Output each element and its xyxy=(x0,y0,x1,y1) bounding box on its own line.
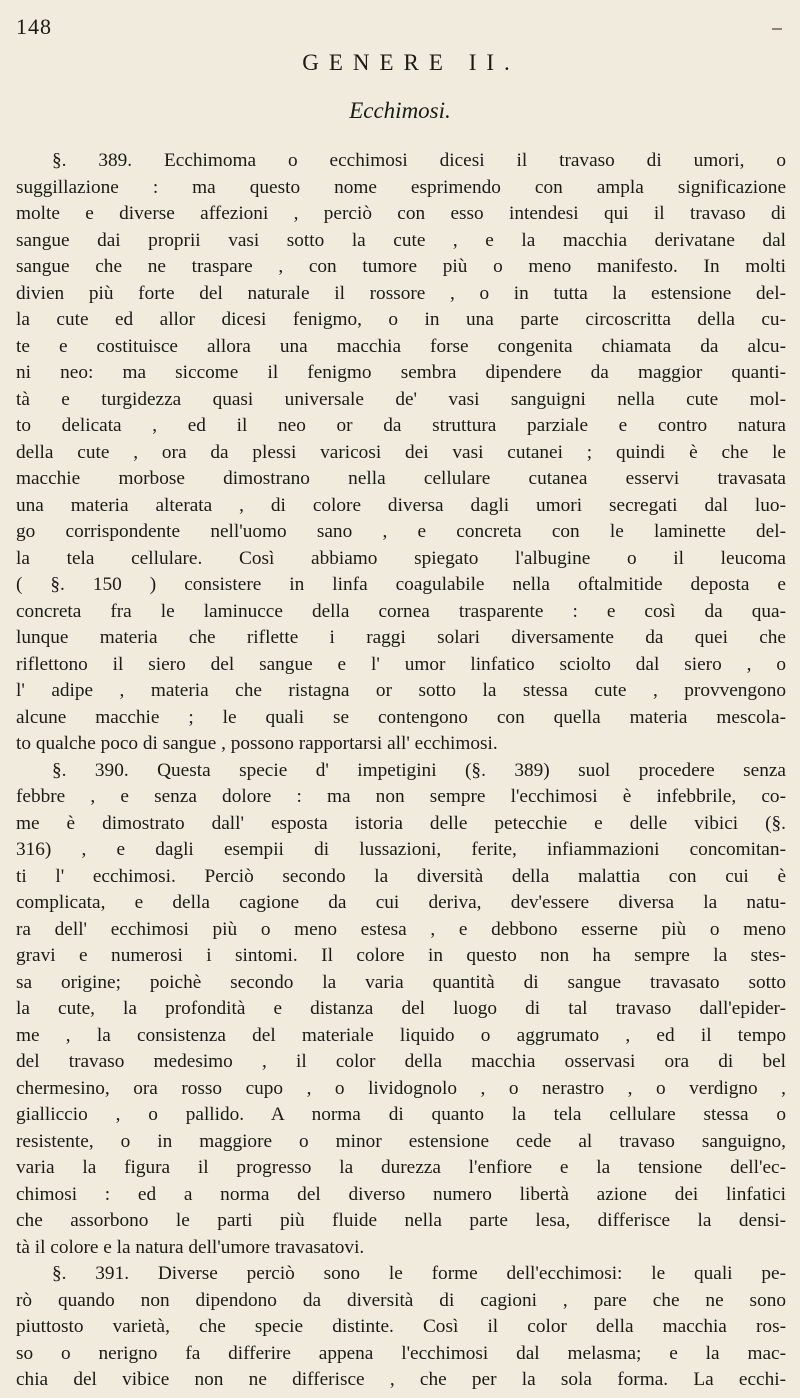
text-line: tà il colore e la natura dell'umore travasatovi. xyxy=(16,1236,365,1258)
text-line: chimosi : ed a norma del diverso numero libertà azione dei linfatici xyxy=(16,1183,786,1205)
section-title: Ecchimosi. xyxy=(349,98,451,123)
text-line: so o nerigno fa differire appena l'ecchimosi dal melasma; e la mac- xyxy=(16,1342,786,1364)
text-line: chia del vibice non ne differisce , che per la sola forma. La ecchi- xyxy=(16,1369,786,1390)
text-line: suggillazione : ma questo nome esprimendo con ampla significazione xyxy=(16,176,786,198)
text-line: go corrispondente nell'uomo sano , e concreta con le laminette del- xyxy=(16,521,786,542)
page-number: 148 xyxy=(16,14,52,39)
text-line: la cute ed allor dicesi fenigmo, o in una parte circoscritta della cu- xyxy=(16,309,786,330)
text-line: complicata, e della cagione da cui deriva, dev'essere diversa la natu- xyxy=(16,892,786,913)
text-line: chermesino, ora rosso cupo , o lividognolo , o nerastro , o verdigno , xyxy=(16,1077,786,1099)
text-line: riflettono il siero del sangue e l' umor linfatico sciolto dal siero , o xyxy=(16,653,786,675)
body-text xyxy=(16,148,786,1394)
text-line: varia la figura il progresso la durezza l'enfiore e la tensione dell'ec- xyxy=(16,1157,786,1178)
scan-mark xyxy=(772,28,782,30)
text-line: ( §. 150 ) consistere in linfa coagulabile nella oftalmitide deposta e xyxy=(16,574,786,595)
text-line: la cute, la profondità e distanza del luogo di tal travaso dall'epider- xyxy=(16,998,786,1019)
text-line: 316) , e dagli esempii di lussazioni, ferite, infiammazioni concomitan- xyxy=(16,839,786,860)
text-line: sangue che ne traspare , con tumore più o meno manifesto. In molti xyxy=(16,256,786,277)
text-line: §. 390. Questa specie d' impetigini (§. 389) suol procedere senza xyxy=(52,759,786,781)
text-line: me , la consistenza del materiale liquido o aggrumato , ed il tempo xyxy=(16,1024,786,1046)
text-line: macchie morbose dimostrano nella cellulare cutanea esservi travasata xyxy=(16,468,786,489)
text-line: ti l' ecchimosi. Perciò secondo la diversità della malattia con cui è xyxy=(16,865,786,887)
text-line: del travaso medesimo , il color della macchia osservasi ora di bel xyxy=(16,1051,786,1072)
text-line: piuttosto varietà, che specie distinte. Così il color della macchia ros- xyxy=(16,1316,786,1337)
text-line: della cute , ora da plessi varicosi dei vasi cutanei ; quindi è che le xyxy=(16,441,786,463)
running-head: GENERE II. xyxy=(302,50,520,75)
text-line: divien più forte del naturale il rossore , o in tutta la estensione del- xyxy=(16,282,786,304)
text-line: una materia alterata , di colore diversa dagli umori secregati dal luo- xyxy=(16,494,786,516)
text-line: §. 389. Ecchimoma o ecchimosi dicesi il travaso di umori, o xyxy=(52,150,786,171)
text-line: che assorbono le parti più fluide nella parte lesa, differisce la densi- xyxy=(16,1210,786,1231)
text-line: te e costituisce allora una macchia forse congenita chiamata da alcu- xyxy=(16,335,786,357)
text-line: febbre , e senza dolore : ma non sempre l'ecchimosi è infebbrile, co- xyxy=(16,786,786,807)
text-line: to qualche poco di sangue , possono rapportarsi all' ecchimosi. xyxy=(16,733,498,754)
text-line: rò quando non dipendono da diversità di cagioni , pare che ne sono xyxy=(16,1289,786,1311)
text-line: concreta fra le laminucce della cornea trasparente : e così da qua- xyxy=(16,600,786,622)
text-line: to delicata , ed il neo or da struttura parziale e contro natura xyxy=(16,415,786,436)
text-line: lunque materia che riflette i raggi solari diversamente da quei che xyxy=(16,627,786,648)
text-line: ra dell' ecchimosi più o meno estesa , e debbono esserne più o meno xyxy=(16,918,786,940)
text-line: resistente, o in maggiore o minor estensione cede al travaso sanguigno, xyxy=(16,1130,786,1152)
text-line: me è dimostrato dall' esposta istoria delle petecchie e delle vibici (§. xyxy=(16,812,786,834)
text-line: sa origine; poichè secondo la varia quantità di sangue travasato sotto xyxy=(16,971,786,993)
text-line: tà e turgidezza quasi universale de' vasi sanguigni nella cute mol- xyxy=(16,388,786,410)
text-line: ni neo: ma siccome il fenigmo sembra dipendere da maggior quanti- xyxy=(16,362,786,383)
text-line: alcune macchie ; le quali se contengono con quella materia mescola- xyxy=(16,706,786,728)
text-line: gravi e numerosi i sintomi. Il colore in questo non ha sempre la stes- xyxy=(16,945,786,966)
text-line: sangue dai proprii vasi sotto la cute , e la macchia derivatane dal xyxy=(16,229,786,251)
text-line: l' adipe , materia che ristagna or sotto la stessa cute , provvengono xyxy=(16,680,786,701)
text-line: molte e diverse affezioni , perciò con esso intendesi qui il travaso di xyxy=(16,203,786,224)
text-line: la tela cellulare. Così abbiamo spiegato l'albugine o il leucoma xyxy=(16,547,786,569)
text-line: §. 391. Diverse perciò sono le forme dell'ecchimosi: le quali pe- xyxy=(52,1263,786,1284)
text-line: gialliccio , o pallido. A norma di quanto la tela cellulare stessa o xyxy=(16,1104,786,1125)
